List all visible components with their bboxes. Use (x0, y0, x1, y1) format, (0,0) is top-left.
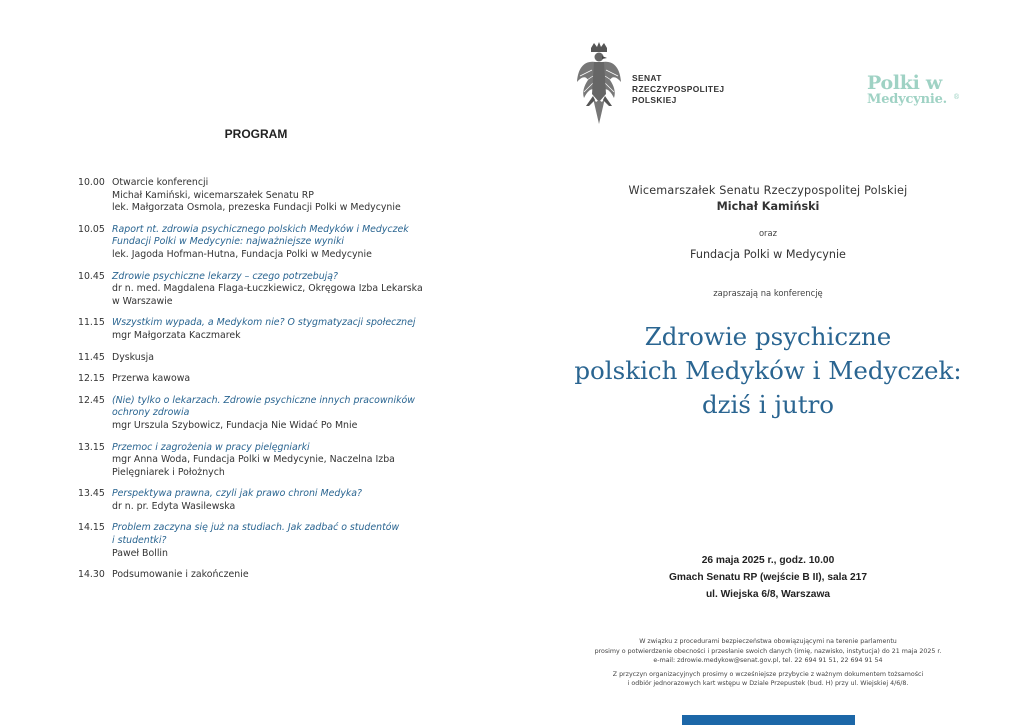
invite-text: zapraszają na konferencję (713, 288, 823, 298)
agenda-item (78, 352, 458, 365)
registered-mark: ® (953, 93, 960, 101)
agenda-text: Paweł Bollin (112, 547, 168, 559)
agenda-time: 12.15 (78, 373, 105, 385)
agenda-text: Dyskusja (112, 351, 154, 363)
agenda-time: 14.15 (78, 522, 105, 534)
foundation-name: Fundacja Polki w Medycynie (690, 248, 846, 261)
agenda-item (78, 522, 458, 560)
notice-line: Z przyczyn organizacyjnych prosimy o wcześniejsze przybycie z ważnym dokumentem tożsamości (612, 670, 924, 678)
program-title: PROGRAM (224, 127, 288, 141)
notice-line: e-mail: zdrowie.medykow@senat.gov.pl, tel. 22 694 91 51, 22 694 91 54 (653, 657, 883, 665)
senat-logo-text (632, 73, 725, 106)
agenda-item (78, 395, 458, 433)
notice-line: i odbiór jednorazowych kart wstępu w Dziale Przepustek (bud. H) przy ul. Wiejskiej 4/6/8. (627, 680, 909, 688)
agenda-body (112, 352, 458, 365)
talk-title: (Nie) tylko o lekarzach. Zdrowie psychiczne innych pracowników (112, 394, 415, 406)
agenda-body (112, 224, 458, 262)
agenda-text: w Warszawie (112, 295, 173, 307)
agenda-item (78, 317, 458, 342)
notice-line: W związku z procedurami bezpieczeństwa obowiązującymi na terenie parlamentu (639, 638, 897, 645)
agenda-body (112, 488, 458, 513)
agenda-text: lek. Jagoda Hofman-Hutna, Fundacja Polki w Medycynie (112, 248, 372, 260)
agenda-time: 13.45 (78, 488, 105, 500)
conference-title-line: polskich Medyków i Medyczek: (574, 356, 962, 385)
event-details (512, 552, 1024, 603)
agenda-list (78, 177, 458, 591)
conference-title-line: Zdrowie psychiczne (644, 322, 892, 351)
agenda-time: 10.00 (78, 177, 105, 188)
polki-logo-line1: Polki w (867, 72, 942, 94)
talk-title: Wszystkim wypada, a Medykom nie? O stygmatyzacji społecznej (112, 317, 416, 329)
talk-title: i studentki? (112, 535, 167, 547)
senat-logo-line: POLSKIEJ (632, 95, 677, 105)
talk-title: Fundacji Polki w Medycynie: najważniejsze wyniki (112, 236, 344, 248)
host-title: Wicemarszałek Senatu Rzeczypospolitej Polskiej (628, 184, 908, 197)
talk-title: Problem zaczyna się już na studiach. Jak zadbać o studentów (112, 522, 400, 534)
senat-logo-line: SENAT (632, 73, 662, 83)
talk-title: Raport nt. zdrowia psychicznego polskich Medyków i Medyczek (112, 223, 409, 235)
agenda-time: 11.15 (78, 317, 105, 329)
agenda-text: mgr Anna Woda, Fundacja Polki w Medycynie, Naczelna Izba (112, 454, 395, 466)
agenda-text: Otwarcie konferencji (112, 177, 209, 188)
notice-line: prosimy o potwierdzenie obecności i przesłanie swoich danych (imię, nazwisko, instytucja) do 21 maja 2025 r. (594, 647, 942, 655)
security-notice (532, 637, 1004, 689)
agenda-item (78, 569, 458, 582)
polki-w-medycynie-logo (867, 72, 977, 112)
agenda-text: lek. Małgorzata Osmola, prezeska Fundacji Polki w Medycynie (112, 202, 401, 214)
event-venue: Gmach Senatu RP (wejście B II), sala 217 (669, 572, 867, 583)
agenda-body (112, 522, 458, 560)
agenda-body (112, 177, 458, 215)
senat-logo (576, 42, 766, 126)
talk-title: Przemoc i zagrożenia w pracy pielęgniarki (112, 441, 310, 453)
agenda-text: mgr Urszula Szybowicz, Fundacja Nie Widać Po Mnie (112, 419, 358, 431)
conference-title (512, 320, 1024, 422)
agenda-text: mgr Małgorzata Kaczmarek (112, 329, 241, 341)
agenda-time: 13.15 (78, 441, 105, 453)
talk-title: ochrony zdrowia (112, 407, 190, 419)
agenda-body (112, 317, 458, 342)
talk-title: Perspektywa prawna, czyli jak prawo chroni Medyka? (112, 488, 363, 500)
agenda-text: dr n. med. Magdalena Flaga-Łuczkiewicz, Okręgowa Izba Lekarska (112, 283, 423, 295)
agenda-body (112, 442, 458, 480)
agenda-text: Podsumowanie i zakończenie (112, 569, 249, 581)
agenda-item (78, 224, 458, 262)
agenda-item (78, 442, 458, 480)
invitation-page (512, 0, 1024, 725)
polki-logo-line2: Medycynie. (867, 92, 947, 107)
agenda-body (112, 395, 458, 433)
eagle-emblem-icon (576, 42, 622, 126)
agenda-body (112, 271, 458, 309)
footer-bar (682, 715, 855, 725)
agenda-text: Michał Kamiński, wicemarszałek Senatu RP (112, 189, 314, 201)
agenda-time: 11.45 (78, 351, 105, 363)
agenda-body (112, 569, 458, 582)
agenda-text: dr n. pr. Edyta Wasilewska (112, 500, 236, 512)
host-name: Michał Kamiński (716, 200, 820, 213)
talk-title: Zdrowie psychiczne lekarzy – czego potrzebują? (112, 270, 338, 282)
agenda-time: 14.30 (78, 569, 105, 581)
agenda-item (78, 373, 458, 386)
event-address: ul. Wiejska 6/8, Warszawa (705, 589, 831, 600)
senat-logo-line: RZECZYPOSPOLITEJ (632, 84, 725, 94)
agenda-item (78, 488, 458, 513)
agenda-time: 10.05 (78, 223, 105, 235)
event-date: 26 maja 2025 r., godz. 10.00 (701, 555, 835, 566)
conjunction-text: oraz (758, 228, 778, 238)
agenda-time: 10.45 (78, 270, 105, 282)
conference-title-line: dziś i jutro (701, 390, 835, 419)
agenda-text: Przerwa kawowa (112, 373, 191, 385)
agenda-body (112, 373, 458, 386)
agenda-time: 12.45 (78, 394, 105, 406)
agenda-item (78, 271, 458, 309)
agenda-item (78, 177, 458, 215)
agenda-text: Pielęgniarek i Położnych (112, 466, 225, 478)
